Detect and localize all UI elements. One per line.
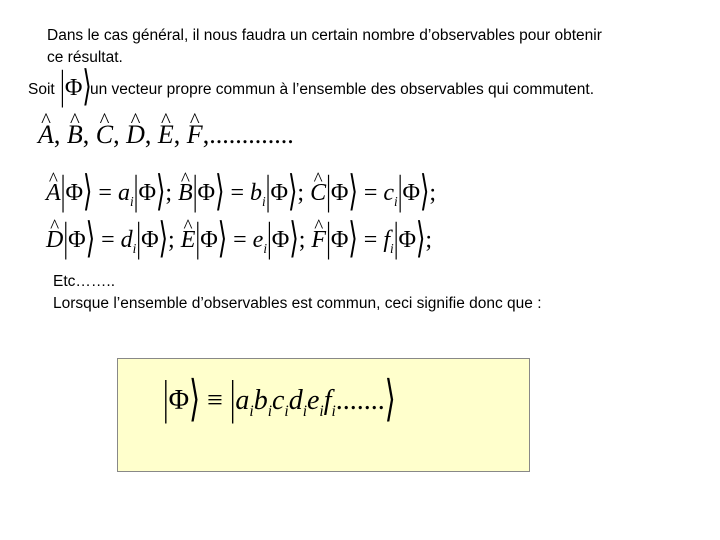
etc-text: Etc…….. xyxy=(53,273,116,290)
eq-F-eig: f xyxy=(383,227,391,253)
boxed-e: e xyxy=(306,385,320,416)
soit-rest: un vecteur propre commun à l’ensemble des observables qui commutent. xyxy=(90,81,595,98)
operator-B: ^ B xyxy=(67,120,83,150)
eq-D-eig: d xyxy=(120,227,133,253)
eigen-equations-row-2: ^ D|Φ⟩ = $d_i|\Phi⟩$; ^ E|Φ⟩ = $e_i|\Phi⟩$; ^ F|Φ⟩ = $f_i|\Phi⟩$; xyxy=(46,225,432,257)
eigen-equations-row-1: ^ A|Φ⟩ = $a_i|\Phi⟩$; ^ B|Φ⟩ = $b_i|\Phi⟩$; ^ C|Φ⟩ = $c_i|\Phi⟩$; xyxy=(46,178,436,210)
phi-ket-inline: |Φ⟩ xyxy=(60,61,92,111)
eq-C-eig: c xyxy=(383,180,395,206)
soit-word: Soit xyxy=(28,81,55,98)
operator-list: ^ A, ^ B, ^ C, ^ D, ^ E, ^ F,............. xyxy=(38,120,294,150)
conclusion-text: Lorsque l’ensemble d’observables est commun, ceci signifie donc que : xyxy=(53,295,542,312)
boxed-c: c xyxy=(271,385,285,416)
intro-line-2: ce résultat. xyxy=(47,49,123,66)
eq-E-eig: e xyxy=(252,227,264,253)
phi-symbol: Φ xyxy=(64,75,83,101)
eq-C-op: ^ C xyxy=(310,180,326,207)
boxed-dots: ....... xyxy=(335,385,385,416)
eq-E-op: ^ E xyxy=(181,227,196,254)
eq-B-op: ^ B xyxy=(178,180,193,207)
eq-A-op: ^ A xyxy=(46,180,61,207)
operator-F: ^ F xyxy=(187,120,203,150)
eq-F-op: ^ F xyxy=(311,227,326,254)
boxed-d: d xyxy=(288,385,303,416)
operator-list-ellipsis: ,............. xyxy=(202,120,294,149)
boxed-f: f xyxy=(323,385,332,416)
operator-C: ^ C xyxy=(96,120,113,150)
operator-E: ^ E xyxy=(158,120,174,150)
eq-B-eig: b xyxy=(249,180,262,206)
eq-D-op: ^ D xyxy=(46,227,63,254)
operator-A: ^ A xyxy=(38,120,54,150)
equiv-symbol: ≡ xyxy=(207,385,223,416)
intro-line-1: Dans le cas général, il nous faudra un certain nombre d’observables pour obtenir xyxy=(47,27,602,44)
eq-A-eig: a xyxy=(117,180,130,206)
operator-D: ^ D xyxy=(126,120,145,150)
boxed-equation: |Φ⟩ ≡ $|a_ib_ic_id_ie_if_i.......⟩$ xyxy=(163,369,396,428)
boxed-b: b xyxy=(253,385,268,416)
boxed-a: a xyxy=(235,385,250,416)
